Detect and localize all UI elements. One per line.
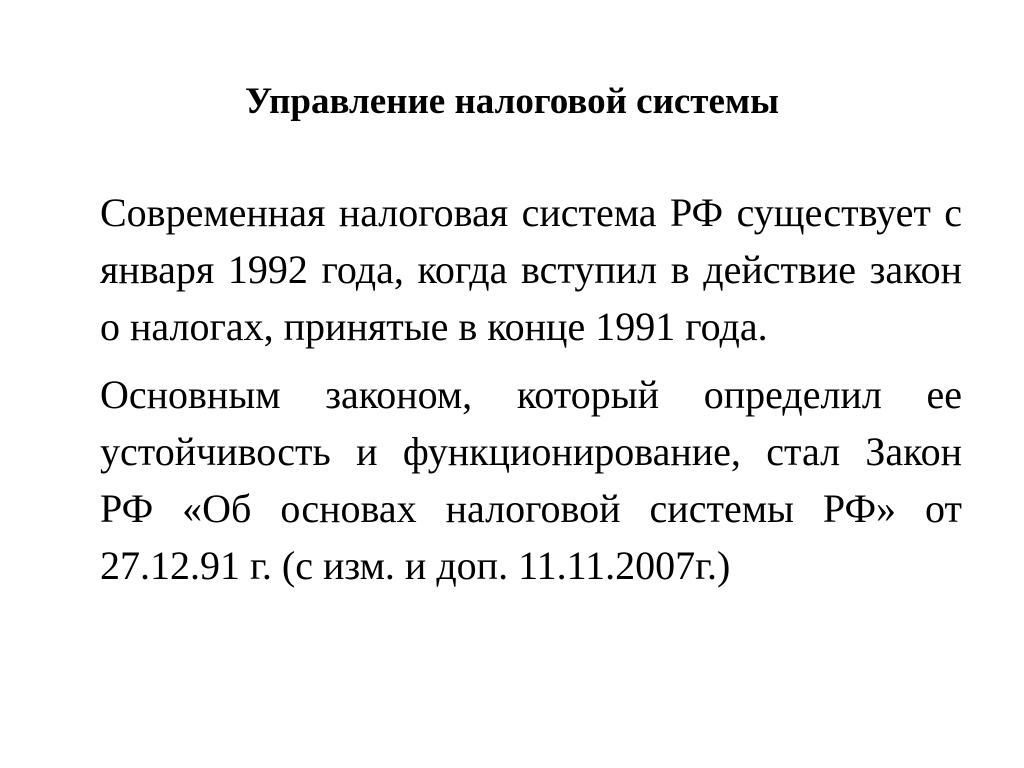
paragraph-history: Современная налоговая система РФ существует с января 1992 года, когда вступил в действие закон о налогах, принятые в конце 1991 года. (100, 190, 962, 349)
paragraph-main-law: Основным законом, который определил ее устойчивость и функционирование, стал Закон РФ «Об основах налоговой системы РФ» от 27.12.91 г. (с изм. и доп. 11.11.2007г.) (100, 372, 962, 588)
slide-body (100, 184, 962, 594)
slide-title: Управление налоговой системы (244, 81, 779, 122)
